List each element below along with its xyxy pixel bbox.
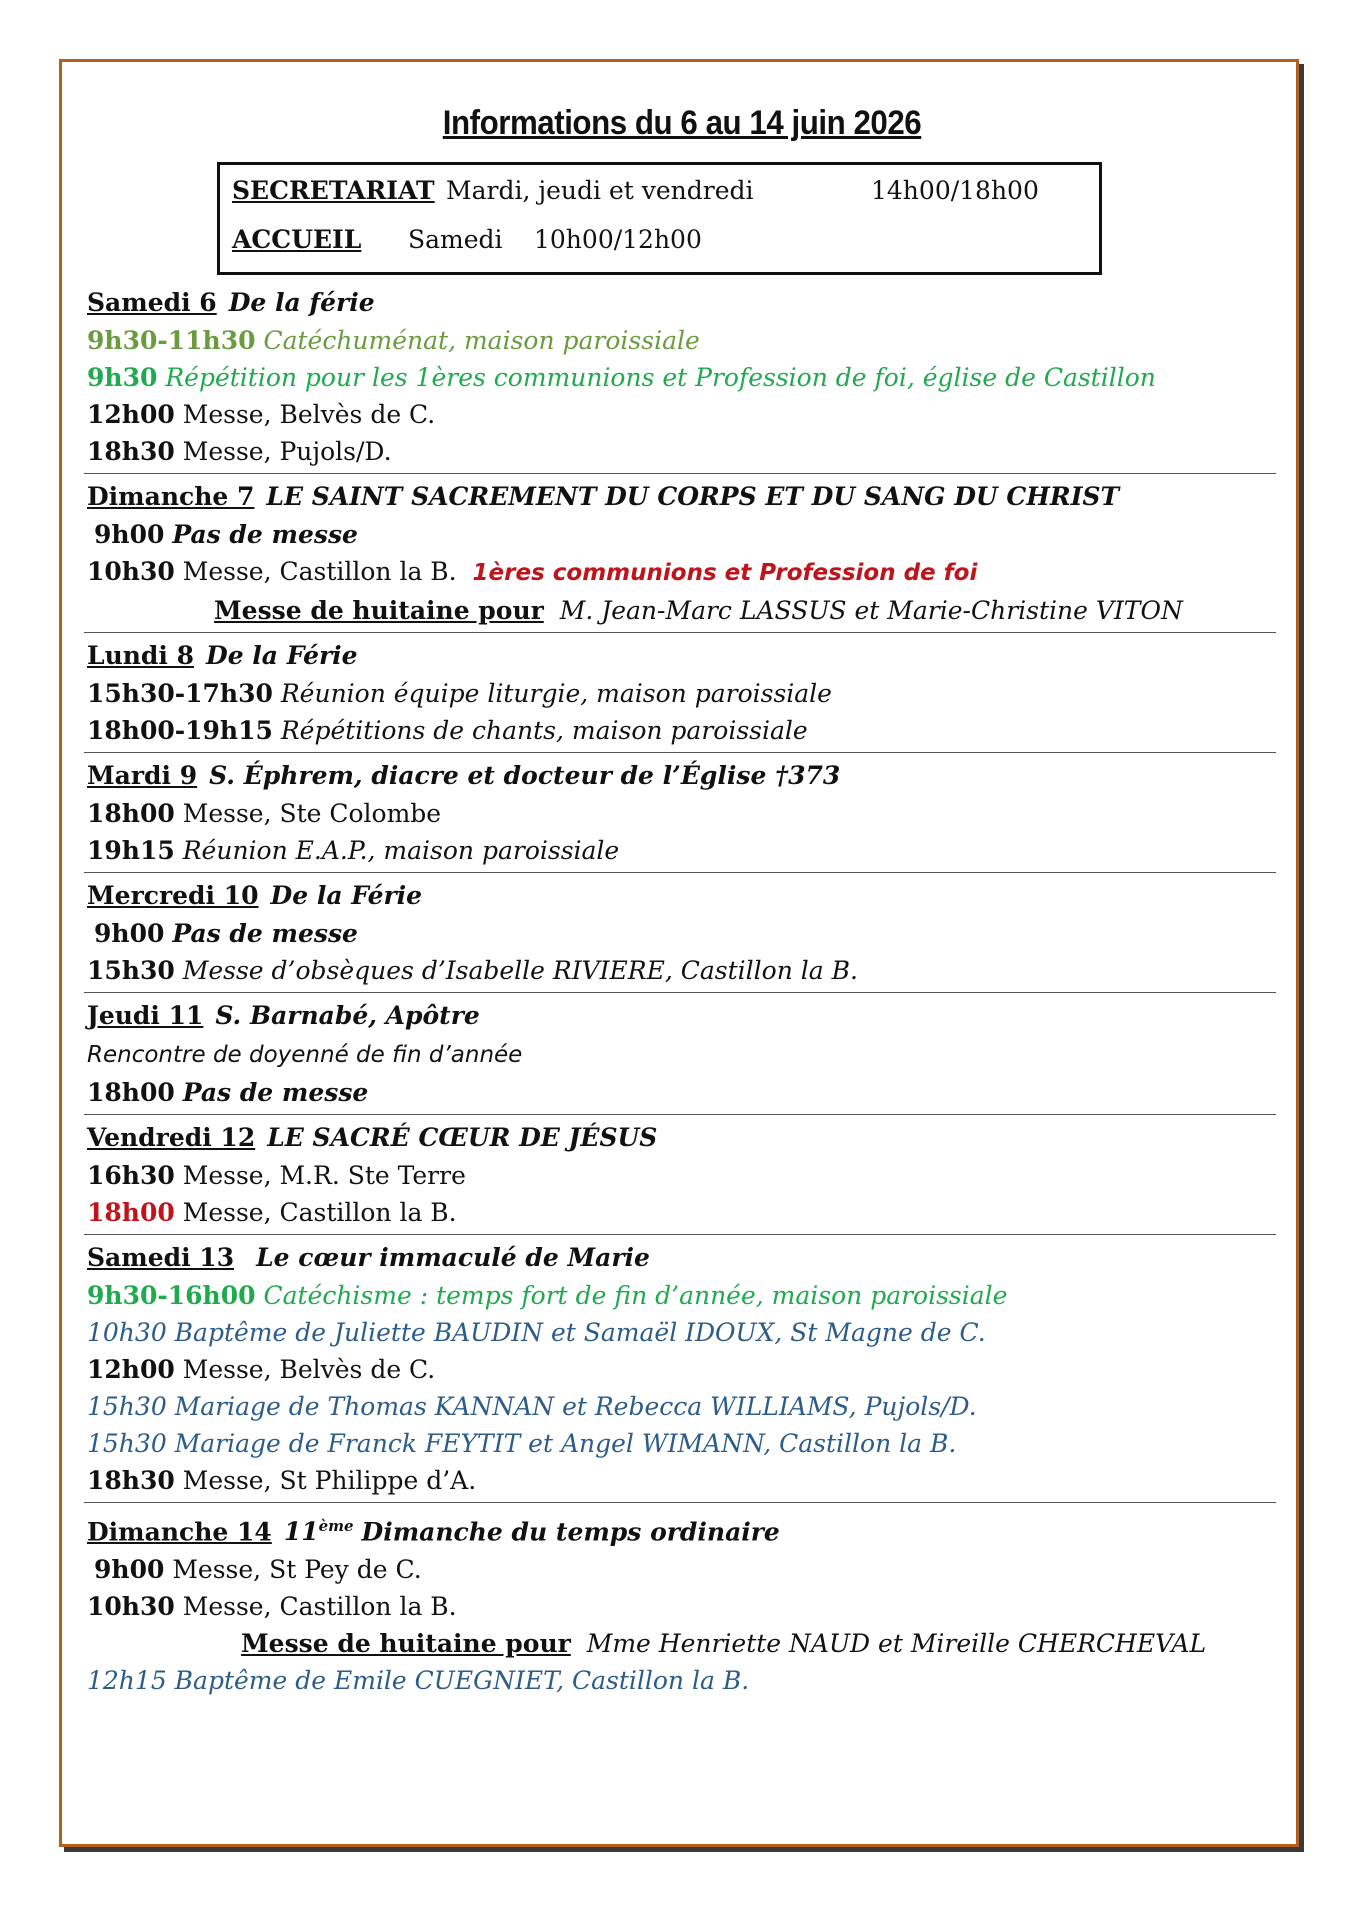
feast-label: De la Férie (270, 881, 423, 910)
schedule-line (84, 553, 1276, 592)
schedule-line (84, 1662, 1276, 1699)
event-time: 12h00 (87, 400, 175, 429)
feast-superscript: ème (318, 1517, 354, 1535)
schedule-line (84, 952, 1276, 989)
day-label: Dimanche 7 (87, 482, 255, 511)
event-text: Messe, Castillon la B. (182, 557, 457, 586)
event-time: 9h30 (87, 363, 158, 392)
schedule (84, 280, 1276, 1702)
event-text: Messe, Castillon la B. (182, 1198, 457, 1227)
schedule-line (84, 832, 1276, 869)
day-label: Samedi 13 (87, 1243, 235, 1272)
schedule-line (84, 359, 1276, 396)
event-time: 9h00 (94, 919, 165, 948)
day-section-dimanche-14 (84, 1503, 1276, 1702)
day-section-mercredi-10 (84, 873, 1276, 993)
schedule-line (84, 1194, 1276, 1231)
event-time: 10h30 (87, 557, 175, 586)
accueil-days: Samedi (408, 225, 503, 254)
feast-label: S. Barnabé, Apôtre (215, 1001, 480, 1030)
event-text: Répétition pour les 1ères communions et Profession de foi, église de Castillon (165, 363, 1156, 392)
day-label: Vendredi 12 (87, 1123, 256, 1152)
event-text: Messe, M.R. Ste Terre (182, 1161, 466, 1190)
feast-label: Le cœur immaculé de Marie (256, 1243, 650, 1272)
day-section-mardi-9 (84, 753, 1276, 873)
schedule-line (84, 1588, 1276, 1625)
event-time: 18h00 (87, 1078, 175, 1107)
event-text: 10h30 Baptême de Juliette BAUDIN et Samaël IDOUX, St Magne de C. (87, 1318, 986, 1347)
secretariat-hours: 14h00/18h00 (871, 176, 1039, 205)
event-time: 18h00 (87, 799, 175, 828)
event-time: 19h15 (87, 836, 175, 865)
event-time: 9h30-11h30 (87, 326, 256, 355)
event-text: Messe, Belvès de C. (182, 1355, 436, 1384)
schedule-line (84, 1314, 1276, 1351)
day-label: Mardi 9 (87, 761, 198, 790)
event-time: 12h00 (87, 1355, 175, 1384)
event-text: Mme Henriette NAUD et Mireille CHERCHEVAL (586, 1629, 1207, 1659)
secretariat-label: SECRETARIAT (232, 176, 435, 205)
feast-label: De la férie (228, 288, 375, 317)
event-text: Messe, Belvès de C. (182, 400, 436, 429)
day-heading (84, 1239, 1276, 1277)
day-section-dimanche-7 (84, 474, 1276, 633)
page-title: Informations du 6 au 14 juin 2026 (442, 104, 922, 142)
day-heading (84, 284, 1276, 322)
huitaine-label: Messe de huitaine pour (241, 1629, 571, 1659)
feast-label: Dimanche du temps ordinaire (361, 1517, 780, 1547)
schedule-line (84, 433, 1276, 470)
event-text: Pas de messe (182, 1078, 369, 1107)
day-heading (84, 877, 1276, 915)
day-label: Dimanche 14 (87, 1517, 272, 1547)
schedule-line (84, 592, 1276, 629)
event-text: Rencontre de doyenné de fin d’année (87, 1042, 523, 1068)
event-text: M. Jean-Marc LASSUS et Marie-Christine VITON (559, 596, 1183, 625)
schedule-line (84, 322, 1276, 359)
day-section-vendredi-12 (84, 1115, 1276, 1235)
event-time: 10h30 (87, 1592, 175, 1622)
schedule-line (84, 1625, 1276, 1662)
office-hours-box (217, 162, 1102, 275)
event-text: Messe, Castillon la B. (182, 1592, 457, 1622)
feast-label: De la Férie (206, 641, 358, 670)
day-heading (84, 1119, 1276, 1157)
schedule-line (84, 1277, 1276, 1314)
day-heading (84, 997, 1276, 1035)
event-text: Pas de messe (172, 919, 358, 948)
event-text: Catéchuménat, maison paroissiale (263, 326, 700, 355)
schedule-line (84, 1157, 1276, 1194)
day-section-samedi-13 (84, 1235, 1276, 1503)
event-text: Messe d’obsèques d’Isabelle RIVIERE, Castillon la B. (182, 956, 858, 985)
schedule-line (84, 675, 1276, 712)
feast-number: 11 (283, 1517, 319, 1547)
day-section-lundi-8 (84, 633, 1276, 753)
event-time: 15h30 (87, 956, 175, 985)
day-label: Jeudi 11 (87, 1001, 204, 1030)
event-time: 9h30-16h00 (87, 1281, 256, 1310)
event-text: Pas de messe (172, 520, 358, 549)
event-text: 12h15 Baptême de Emile CUEGNIET, Castillon la B. (87, 1666, 750, 1696)
day-section-jeudi-11 (84, 993, 1276, 1115)
event-time: 15h30-17h30 (87, 679, 273, 708)
day-label: Mercredi 10 (87, 881, 259, 910)
accueil-label: ACCUEIL (232, 225, 362, 254)
feast-label: LE SACRÉ CŒUR DE JÉSUS (267, 1123, 658, 1152)
event-time: 9h00 (94, 520, 165, 549)
accueil-hours: 10h00/12h00 (534, 225, 702, 254)
schedule-line (84, 1388, 1276, 1425)
schedule-line (84, 795, 1276, 832)
schedule-line (84, 1425, 1276, 1462)
event-time: 16h30 (87, 1161, 175, 1190)
page-frame (59, 59, 1299, 1847)
event-time: 18h30 (87, 1466, 175, 1495)
day-label: Lundi 8 (87, 641, 195, 670)
event-text: Messe, Pujols/D. (182, 437, 392, 466)
event-time: 18h00-19h15 (87, 716, 273, 745)
event-text: Messe, St Pey de C. (172, 1555, 422, 1585)
schedule-line (84, 516, 1276, 553)
event-text: Catéchisme : temps fort de fin d’année, maison paroissiale (263, 1281, 1008, 1310)
schedule-line (84, 915, 1276, 952)
event-text: Messe, Ste Colombe (182, 799, 442, 828)
event-text: Messe, St Philippe d’A. (182, 1466, 477, 1495)
schedule-line (84, 1074, 1276, 1111)
day-label: Samedi 6 (87, 288, 217, 317)
day-section-samedi-6 (84, 280, 1276, 474)
schedule-line (84, 1551, 1276, 1588)
event-text: 15h30 Mariage de Franck FEYTIT et Angel WIMANN, Castillon la B. (87, 1429, 957, 1458)
event-time: 18h30 (87, 437, 175, 466)
secretariat-days: Mardi, jeudi et vendredi (446, 176, 754, 205)
event-time: 9h00 (94, 1555, 165, 1585)
event-text: 15h30 Mariage de Thomas KANNAN et Rebecca WILLIAMS, Pujols/D. (87, 1392, 977, 1421)
event-text: Répétitions de chants, maison paroissiale (280, 716, 808, 745)
event-highlight: 1ères communions et Profession de foi (472, 560, 978, 586)
day-heading (84, 478, 1276, 516)
schedule-line (84, 396, 1276, 433)
feast-label: LE SAINT SACREMENT DU CORPS ET DU SANG DU CHRIST (266, 482, 1120, 511)
event-text: Réunion équipe liturgie, maison paroissiale (280, 679, 832, 708)
schedule-line (84, 1462, 1276, 1499)
huitaine-label: Messe de huitaine pour (214, 596, 544, 625)
event-text: Réunion E.A.P., maison paroissiale (182, 836, 620, 865)
day-heading (84, 757, 1276, 795)
schedule-line (84, 712, 1276, 749)
day-heading (84, 637, 1276, 675)
feast-label: S. Éphrem, diacre et docteur de l’Église †373 (209, 761, 841, 790)
event-time: 18h00 (87, 1198, 175, 1227)
day-heading (84, 1507, 1276, 1551)
schedule-line (84, 1035, 1276, 1074)
schedule-line (84, 1351, 1276, 1388)
